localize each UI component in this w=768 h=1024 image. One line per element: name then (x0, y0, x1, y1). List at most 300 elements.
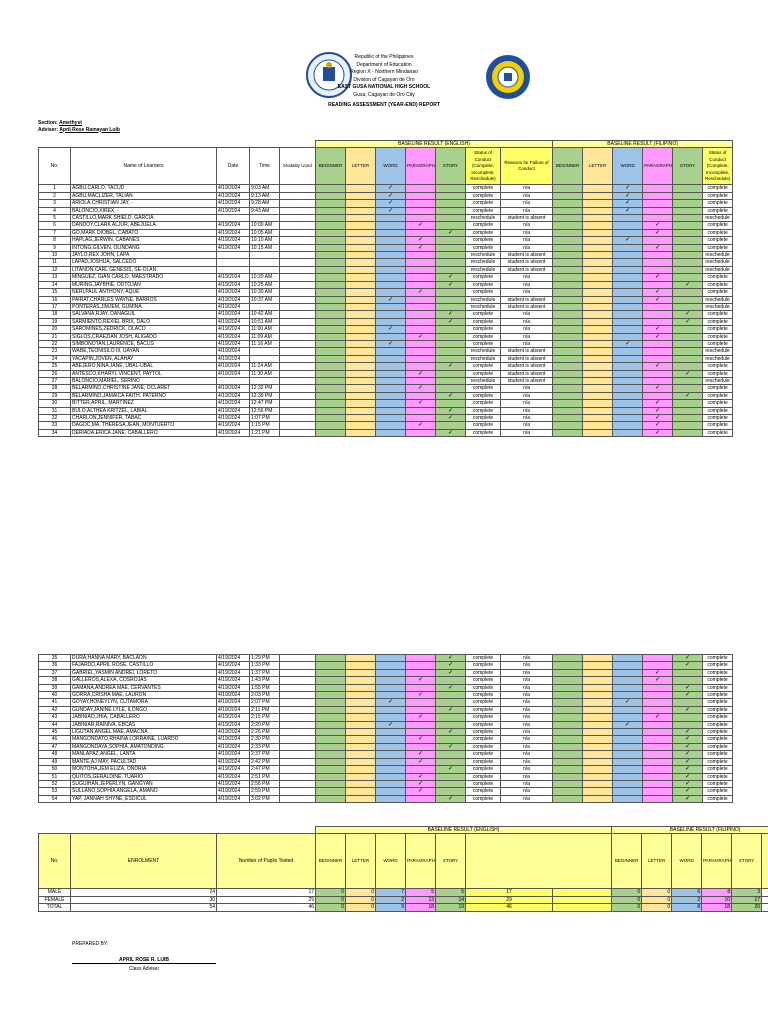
filipino-word-cell (613, 766, 643, 773)
filipino-beginner-cell (553, 780, 583, 787)
english-word-cell (376, 237, 406, 244)
filipino-word-cell (613, 244, 643, 251)
filipino-beginner-cell (553, 274, 583, 281)
assessment-time: 1:21 PM (250, 429, 280, 436)
english-word-cell (376, 252, 406, 259)
assessment-date: 4/19/2024 (217, 422, 250, 429)
row-number: 50 (39, 766, 71, 773)
assessment-time: 10:51 AM (250, 318, 280, 325)
filipino-story-cell (673, 355, 703, 362)
english-paragraph-cell (406, 355, 436, 362)
assessment-time: 2:26 PM (250, 729, 280, 736)
table-row (39, 751, 733, 758)
row-number: 52 (39, 780, 71, 787)
modality-cell (280, 400, 316, 407)
filipino-story-cell (673, 363, 703, 370)
status-cell: complete (466, 751, 501, 758)
assessment-date: 4/19/2024 (217, 222, 250, 229)
modality-cell (280, 773, 316, 780)
english-word-cell (376, 333, 406, 340)
english-word-cell (376, 392, 406, 399)
english-letter-cell (346, 370, 376, 377)
assessment-time: 1:33 PM (250, 662, 280, 669)
english-paragraph-cell (406, 185, 436, 192)
assessment-time: 2:51 PM (250, 773, 280, 780)
english-word-cell (376, 363, 406, 370)
reason-cell: n/a (501, 274, 553, 281)
summary-tested: 46 (217, 904, 316, 911)
filipino-paragraph-cell (643, 751, 673, 758)
filipino-story-cell (673, 303, 703, 310)
filipino-word-cell (613, 729, 643, 736)
filipino-beginner-cell (553, 229, 583, 236)
reason-cell: n/a (501, 780, 553, 787)
filipino-status-cell: complete (703, 699, 733, 706)
modality-cell (280, 244, 316, 251)
filipino-letter-cell (583, 222, 613, 229)
english-paragraph-cell (406, 429, 436, 436)
summary-fil-word: 8 (672, 904, 702, 911)
filipino-word-cell (613, 751, 643, 758)
filipino-paragraph-cell (643, 377, 673, 384)
learner-name: ABEJERO,NINA JANE, UBAL-UBAL (71, 363, 217, 370)
table-row (39, 303, 733, 310)
table-row (39, 370, 733, 377)
filipino-beginner-cell (553, 655, 583, 662)
filipino-letter-cell (583, 348, 613, 355)
row-number: 43 (39, 714, 71, 721)
filipino-word-cell (613, 407, 643, 414)
modality-cell (280, 655, 316, 662)
status-cell: complete (466, 207, 501, 214)
filipino-beginner-cell (553, 237, 583, 244)
summary-enrolment: 54 (71, 904, 217, 911)
filipino-letter-cell (583, 200, 613, 207)
english-story-cell: ✓ (436, 407, 466, 414)
filipino-letter-cell (583, 252, 613, 259)
filipino-story-cell (673, 429, 703, 436)
filipino-story-cell (673, 326, 703, 333)
status-cell: complete (466, 736, 501, 743)
filipino-letter-cell (583, 743, 613, 750)
english-beginner-cell (316, 281, 346, 288)
english-word-cell (376, 766, 406, 773)
summary-word: 7 (376, 889, 406, 896)
english-paragraph-cell (406, 766, 436, 773)
row-number: 36 (39, 662, 71, 669)
summary-letter: 0 (346, 896, 376, 903)
filipino-status-cell: complete (703, 684, 733, 691)
filipino-paragraph-cell (643, 355, 673, 362)
status-cell: complete (466, 743, 501, 750)
table-row (39, 429, 733, 436)
reason-cell: n/a (501, 706, 553, 713)
english-paragraph-cell: ✓ (406, 758, 436, 765)
modality-cell (280, 333, 316, 340)
summary-fil-word: 6 (672, 889, 702, 896)
filipino-story-cell (673, 669, 703, 676)
learner-name: AGBU,MACLIZER, TALIAN (71, 192, 217, 199)
filipino-beginner-cell (553, 669, 583, 676)
learner-name: ARIOLA,CHRISTIAN JAY, - (71, 200, 217, 207)
modality-cell (280, 289, 316, 296)
row-number: 5 (39, 215, 71, 222)
english-paragraph-cell (406, 377, 436, 384)
assessment-date: 4/19/2024 (217, 318, 250, 325)
filipino-letter-cell (583, 699, 613, 706)
assessment-date: 4/19/2024 (217, 355, 250, 362)
filipino-word-cell (613, 692, 643, 699)
filipino-beginner-cell (553, 207, 583, 214)
filipino-word-cell (613, 662, 643, 669)
assessment-date: 4/19/2024 (217, 662, 250, 669)
table-row (39, 669, 733, 676)
english-paragraph-cell (406, 392, 436, 399)
english-letter-cell (346, 340, 376, 347)
status-cell: complete (466, 392, 501, 399)
summary-total: 29 (466, 896, 553, 903)
reason-cell: student is absent (501, 363, 553, 370)
summary-blank (553, 896, 612, 903)
english-word-cell (376, 429, 406, 436)
status-cell: reschedule (466, 296, 501, 303)
row-number: 14 (39, 281, 71, 288)
status-cell: complete (466, 185, 501, 192)
filipino-paragraph-cell: ✓ (643, 669, 673, 676)
filipino-word-cell (613, 370, 643, 377)
english-word-cell (376, 662, 406, 669)
assessment-time: 11:00 AM (250, 326, 280, 333)
learner-name: DERIADA,ERICA JANE, CABALLERO (71, 429, 217, 436)
filipino-letter-cell (583, 266, 613, 273)
reason-cell: n/a (501, 318, 553, 325)
filipino-paragraph-cell (643, 706, 673, 713)
table-row (39, 237, 733, 244)
filipino-paragraph-cell: ✓ (643, 229, 673, 236)
row-number: 53 (39, 788, 71, 795)
assessment-time: 10:05 AM (250, 229, 280, 236)
row-number: 30 (39, 400, 71, 407)
summary-col-paragraph: PARAGRAPH (406, 834, 436, 889)
filipino-status-cell: complete (703, 392, 733, 399)
learner-name: SARMIENTO,REXIEL BRIX, DALO (71, 318, 217, 325)
summary-tested: 17 (217, 889, 316, 896)
filipino-word-cell (613, 780, 643, 787)
english-letter-cell (346, 662, 376, 669)
filipino-word-cell (613, 795, 643, 802)
summary-beginner: 0 (316, 889, 346, 896)
filipino-word-cell (613, 318, 643, 325)
english-letter-cell (346, 281, 376, 288)
english-word-cell (376, 684, 406, 691)
summary-letter: 0 (346, 904, 376, 911)
filipino-beginner-cell (553, 788, 583, 795)
modality-cell (280, 340, 316, 347)
english-letter-cell (346, 773, 376, 780)
filipino-story-cell: ✓ (673, 766, 703, 773)
modality-cell (280, 788, 316, 795)
english-paragraph-cell (406, 326, 436, 333)
table-row (39, 684, 733, 691)
filipino-paragraph-cell: ✓ (643, 274, 673, 281)
english-story-cell: ✓ (436, 655, 466, 662)
learner-name: GALLEROS,ALEXA, COSROJAS (71, 677, 217, 684)
english-beginner-cell (316, 244, 346, 251)
assessment-date: 4/19/2024 (217, 714, 250, 721)
filipino-beginner-cell (553, 244, 583, 251)
filipino-beginner-cell (553, 692, 583, 699)
filipino-word-cell (613, 348, 643, 355)
english-story-cell (436, 788, 466, 795)
assessment-date: 4/19/2024 (217, 751, 250, 758)
col-time: Time (250, 148, 280, 185)
filipino-beginner-cell (553, 714, 583, 721)
reason-cell: n/a (501, 795, 553, 802)
reason-cell: n/a (501, 340, 553, 347)
english-letter-cell (346, 669, 376, 676)
status-cell: complete (466, 407, 501, 414)
filipino-status-cell: complete (703, 773, 733, 780)
english-beginner-cell (316, 229, 346, 236)
status-cell: reschedule (466, 377, 501, 384)
assessment-time: 2:59 PM (250, 788, 280, 795)
learner-name: NERI,PAUL ANTHONY, AQUE (71, 289, 217, 296)
col-status: Status of Conduct (Complete, Incomplete, Reschedule) (466, 148, 501, 185)
english-beginner-cell (316, 743, 346, 750)
modality-cell (280, 684, 316, 691)
reason-cell: n/a (501, 200, 553, 207)
english-paragraph-cell: ✓ (406, 244, 436, 251)
english-paragraph-cell: ✓ (406, 751, 436, 758)
assessment-date: 4/19/2024 (217, 407, 250, 414)
prepared-by-label: PREPARED BY: (72, 941, 109, 947)
filipino-word-cell (613, 743, 643, 750)
filipino-paragraph-cell (643, 795, 673, 802)
filipino-beginner-cell (553, 751, 583, 758)
filipino-beginner-cell (553, 326, 583, 333)
filipino-word-cell (613, 377, 643, 384)
english-letter-cell (346, 780, 376, 787)
filipino-beginner-cell (553, 706, 583, 713)
reason-cell: n/a (501, 385, 553, 392)
filipino-word-cell (613, 311, 643, 318)
filipino-status-cell: complete (703, 363, 733, 370)
filipino-beginner-cell (553, 296, 583, 303)
filipino-paragraph-cell (643, 318, 673, 325)
english-story-cell (436, 370, 466, 377)
modality-cell (280, 296, 316, 303)
assessment-date: 4/19/2024 (217, 392, 250, 399)
filipino-word-cell (613, 274, 643, 281)
row-number: 49 (39, 758, 71, 765)
assessment-date: 4/19/2024 (217, 684, 250, 691)
status-cell: complete (466, 662, 501, 669)
english-paragraph-cell: ✓ (406, 714, 436, 721)
filipino-paragraph-cell: ✓ (643, 326, 673, 333)
assessment-date: 4/19/2024 (217, 363, 250, 370)
english-story-cell (436, 348, 466, 355)
learner-name: QUITOS,GERALDINE, TUARIO (71, 773, 217, 780)
english-paragraph-cell (406, 266, 436, 273)
filipino-word-cell (613, 773, 643, 780)
filipino-story-cell (673, 185, 703, 192)
filipino-status-cell: complete (703, 207, 733, 214)
filipino-paragraph-cell (643, 721, 673, 728)
english-beginner-cell (316, 751, 346, 758)
summary-col-beginner: BEGINNER (316, 834, 346, 889)
filipino-story-cell: ✓ (673, 311, 703, 318)
english-letter-cell (346, 714, 376, 721)
row-number: 24 (39, 355, 71, 362)
header-line-republic: Republic of the Philippines (354, 54, 414, 60)
row-number: 23 (39, 348, 71, 355)
english-beginner-cell (316, 400, 346, 407)
filipino-status-cell: complete (703, 222, 733, 229)
filipino-word-cell: ✓ (613, 340, 643, 347)
reason-cell: n/a (501, 400, 553, 407)
english-paragraph-cell (406, 229, 436, 236)
english-word-cell (376, 311, 406, 318)
english-beginner-cell (316, 222, 346, 229)
filipino-status-cell: reschedule (703, 296, 733, 303)
english-story-cell (436, 200, 466, 207)
english-word-cell: ✓ (376, 207, 406, 214)
assessment-time: 9:28 AM (250, 200, 280, 207)
filipino-status-cell: reschedule (703, 266, 733, 273)
assessment-date: 4/19/2024 (217, 274, 250, 281)
filipino-word-cell: ✓ (613, 185, 643, 192)
status-cell: reschedule (466, 266, 501, 273)
summary-fil-story: 3 (732, 889, 762, 896)
english-beginner-cell (316, 692, 346, 699)
status-cell: complete (466, 655, 501, 662)
learner-name: SIGLOS,CRAEZIAN JOSH, ALIGADO (71, 333, 217, 340)
english-paragraph-cell (406, 259, 436, 266)
english-story-cell (436, 296, 466, 303)
summary-fil-beginner: 0 (612, 904, 642, 911)
english-beginner-cell (316, 318, 346, 325)
english-beginner-cell (316, 303, 346, 310)
english-letter-cell (346, 736, 376, 743)
modality-cell (280, 192, 316, 199)
english-letter-cell (346, 192, 376, 199)
row-number: 51 (39, 773, 71, 780)
filipino-story-cell (673, 348, 703, 355)
english-paragraph-cell: ✓ (406, 677, 436, 684)
english-letter-cell (346, 252, 376, 259)
modality-cell (280, 780, 316, 787)
row-number: 8 (39, 237, 71, 244)
report-title: READING ASSESSMENT (YEAR-END) REPORT (328, 102, 440, 108)
filipino-letter-cell (583, 392, 613, 399)
english-word-cell (376, 348, 406, 355)
english-letter-cell (346, 684, 376, 691)
english-letter-cell (346, 200, 376, 207)
filipino-beginner-cell (553, 215, 583, 222)
english-letter-cell (346, 259, 376, 266)
filipino-story-cell: ✓ (673, 692, 703, 699)
filipino-status-cell: complete (703, 788, 733, 795)
row-number: 31 (39, 407, 71, 414)
row-number: 42 (39, 706, 71, 713)
assessment-time: 12:47 PM (250, 400, 280, 407)
filipino-story-cell: ✓ (673, 318, 703, 325)
filipino-paragraph-cell (643, 699, 673, 706)
filipino-paragraph-cell (643, 773, 673, 780)
summary-col-fil-story: STORY (732, 834, 762, 889)
english-word-cell: ✓ (376, 699, 406, 706)
filipino-status-cell: complete (703, 370, 733, 377)
filipino-story-cell (673, 699, 703, 706)
assessment-date: 4/19/2024 (217, 766, 250, 773)
summary-story: 5 (436, 889, 466, 896)
status-cell: reschedule (466, 259, 501, 266)
filipino-letter-cell (583, 355, 613, 362)
assessment-time: 10:00 AM (250, 222, 280, 229)
learner-name: GO,MARK DIOBEL, CABATO (71, 229, 217, 236)
english-beginner-cell (316, 348, 346, 355)
learners-body-2 (39, 655, 733, 803)
assessment-time: 2:37 PM (250, 751, 280, 758)
english-paragraph-cell (406, 303, 436, 310)
filipino-status-cell: reschedule (703, 215, 733, 222)
filipino-paragraph-cell (643, 758, 673, 765)
row-number: 13 (39, 274, 71, 281)
filipino-letter-cell (583, 655, 613, 662)
english-beginner-cell (316, 677, 346, 684)
english-beginner-cell (316, 355, 346, 362)
summary-word: 9 (376, 904, 406, 911)
english-word-cell (376, 318, 406, 325)
english-beginner-cell (316, 766, 346, 773)
english-story-cell: ✓ (436, 743, 466, 750)
learner-name: JAYLO,REX JOHN, LAPA (71, 252, 217, 259)
modality-cell (280, 229, 316, 236)
reason-cell: n/a (501, 773, 553, 780)
english-paragraph-cell (406, 721, 436, 728)
col-fil-letter: LETTER (583, 148, 613, 185)
table-row (39, 222, 733, 229)
english-beginner-cell (316, 392, 346, 399)
english-paragraph-cell: ✓ (406, 333, 436, 340)
reason-cell: n/a (501, 721, 553, 728)
filipino-status-cell: complete (703, 200, 733, 207)
english-beginner-cell (316, 207, 346, 214)
english-word-cell (376, 377, 406, 384)
english-word-cell: ✓ (376, 296, 406, 303)
filipino-paragraph-cell: ✓ (643, 400, 673, 407)
row-number: 2 (39, 192, 71, 199)
modality-cell (280, 721, 316, 728)
status-cell: complete (466, 229, 501, 236)
filipino-word-cell (613, 422, 643, 429)
english-paragraph-cell (406, 662, 436, 669)
learner-name: MANGONDAYA,SOPHIA, AMATONDING (71, 743, 217, 750)
english-paragraph-cell: ✓ (406, 788, 436, 795)
english-beginner-cell (316, 340, 346, 347)
assessment-time: 10:20 AM (250, 274, 280, 281)
filipino-word-cell: ✓ (613, 699, 643, 706)
summary-fil-story: 20 (732, 904, 762, 911)
modality-cell (280, 363, 316, 370)
row-number: 35 (39, 655, 71, 662)
filipino-story-cell (673, 422, 703, 429)
status-cell: complete (466, 699, 501, 706)
assessment-time: 2:20 PM (250, 721, 280, 728)
table-row (39, 215, 733, 222)
filipino-status-cell: complete (703, 407, 733, 414)
status-cell: reschedule (466, 303, 501, 310)
